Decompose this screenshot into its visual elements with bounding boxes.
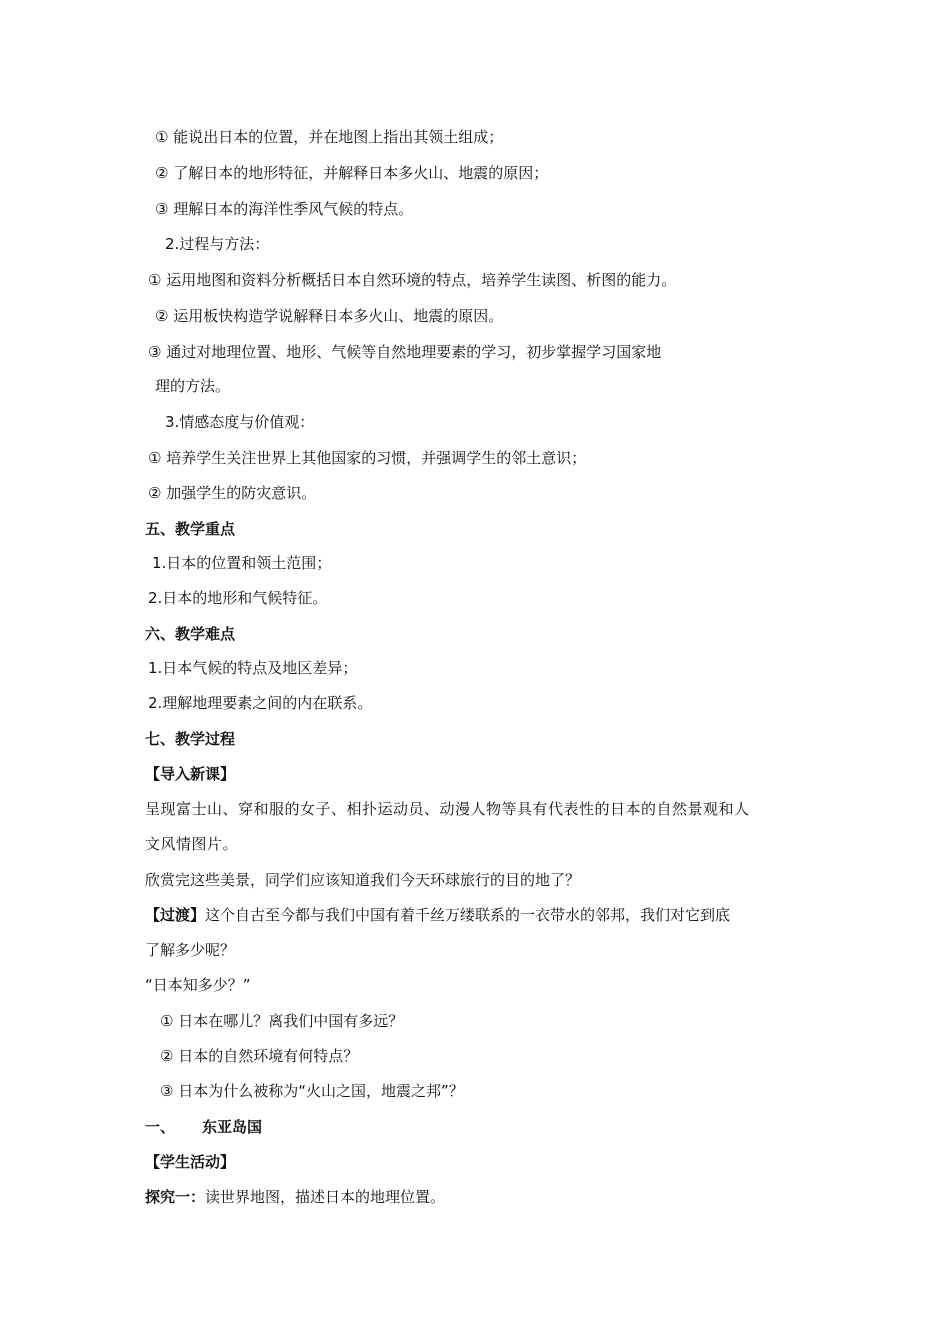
- difficult-point-1: 1.日本气候的特点及地区差异；: [148, 659, 358, 677]
- key-point-1: 1.日本的位置和领土范围；: [152, 554, 332, 572]
- question-3: ③ 日本为什么被称为“火山之国，地震之邦”？: [160, 1082, 464, 1100]
- objective-line-3: ③ 理解日本的海洋性季风气候的特点。: [155, 200, 414, 218]
- transition-text: 这个自古至今都与我们中国有着千丝万缕联系的一衣带水的邻邦，我们对它到底: [205, 906, 731, 924]
- transition-line: [145, 904, 730, 926]
- heading-introduction: 【导入新课】: [145, 765, 236, 783]
- section-title-east-asia-island: 东亚岛国: [202, 1118, 263, 1136]
- process-line-3: ③ 通过对地理位置、地形、气候等自然地理要素的学习，初步掌握学习国家地: [148, 343, 662, 361]
- section-number-one: 一、: [145, 1118, 176, 1136]
- heading-key-points: 五、教学重点: [145, 520, 236, 538]
- explore-one-text: 读世界地图，描述日本的地理位置。: [205, 1188, 446, 1206]
- explore-one-line: [145, 1186, 445, 1208]
- attitude-line-2: ② 加强学生的防灾意识。: [148, 484, 317, 502]
- explore-one-label: 探究一：: [145, 1188, 206, 1206]
- process-line-1: ① 运用地图和资料分析概括日本自然环境的特点，培养学生读图、析图的能力。: [148, 271, 677, 289]
- quote-title: “日本知多少？”: [145, 976, 251, 994]
- section-heading-process: 2.过程与方法：: [165, 235, 270, 253]
- intro-line-2: 文风情图片。: [145, 835, 239, 853]
- heading-difficult-points: 六、教学难点: [145, 625, 236, 643]
- objective-line-2: ② 了解日本的地形特征，并解释日本多火山、地震的原因；: [155, 164, 549, 182]
- heading-teaching-process: 七、教学过程: [145, 730, 236, 748]
- difficult-point-2: 2.理解地理要素之间的内在联系。: [148, 694, 373, 712]
- question-1: ① 日本在哪儿？离我们中国有多远？: [160, 1012, 404, 1030]
- objective-line-1: ① 能说出日本的位置，并在地图上指出其领土组成；: [155, 128, 504, 146]
- transition-line-cont: 了解多少呢？: [145, 941, 236, 959]
- process-line-3-cont: 理的方法。: [155, 377, 231, 395]
- intro-line-1: 呈现富士山、穿和服的女子、相扑运动员、动漫人物等具有代表性的日本的自然景观和人: [145, 800, 750, 818]
- transition-label: 【过渡】: [145, 906, 206, 924]
- process-line-2: ② 运用板快构造学说解释日本多火山、地震的原因。: [155, 307, 504, 325]
- intro-line-3: 欣赏完这些美景，同学们应该知道我们今天环球旅行的目的地了？: [145, 871, 581, 889]
- section-heading-attitude: 3.情感态度与价值观：: [165, 413, 315, 431]
- key-point-2: 2.日本的地形和气候特征。: [148, 589, 328, 607]
- question-2: ② 日本的自然环境有何特点？: [160, 1047, 359, 1065]
- attitude-line-1: ① 培养学生关注世界上其他国家的习惯，并强调学生的邻土意识；: [148, 449, 587, 467]
- heading-student-activity: 【学生活动】: [145, 1153, 236, 1171]
